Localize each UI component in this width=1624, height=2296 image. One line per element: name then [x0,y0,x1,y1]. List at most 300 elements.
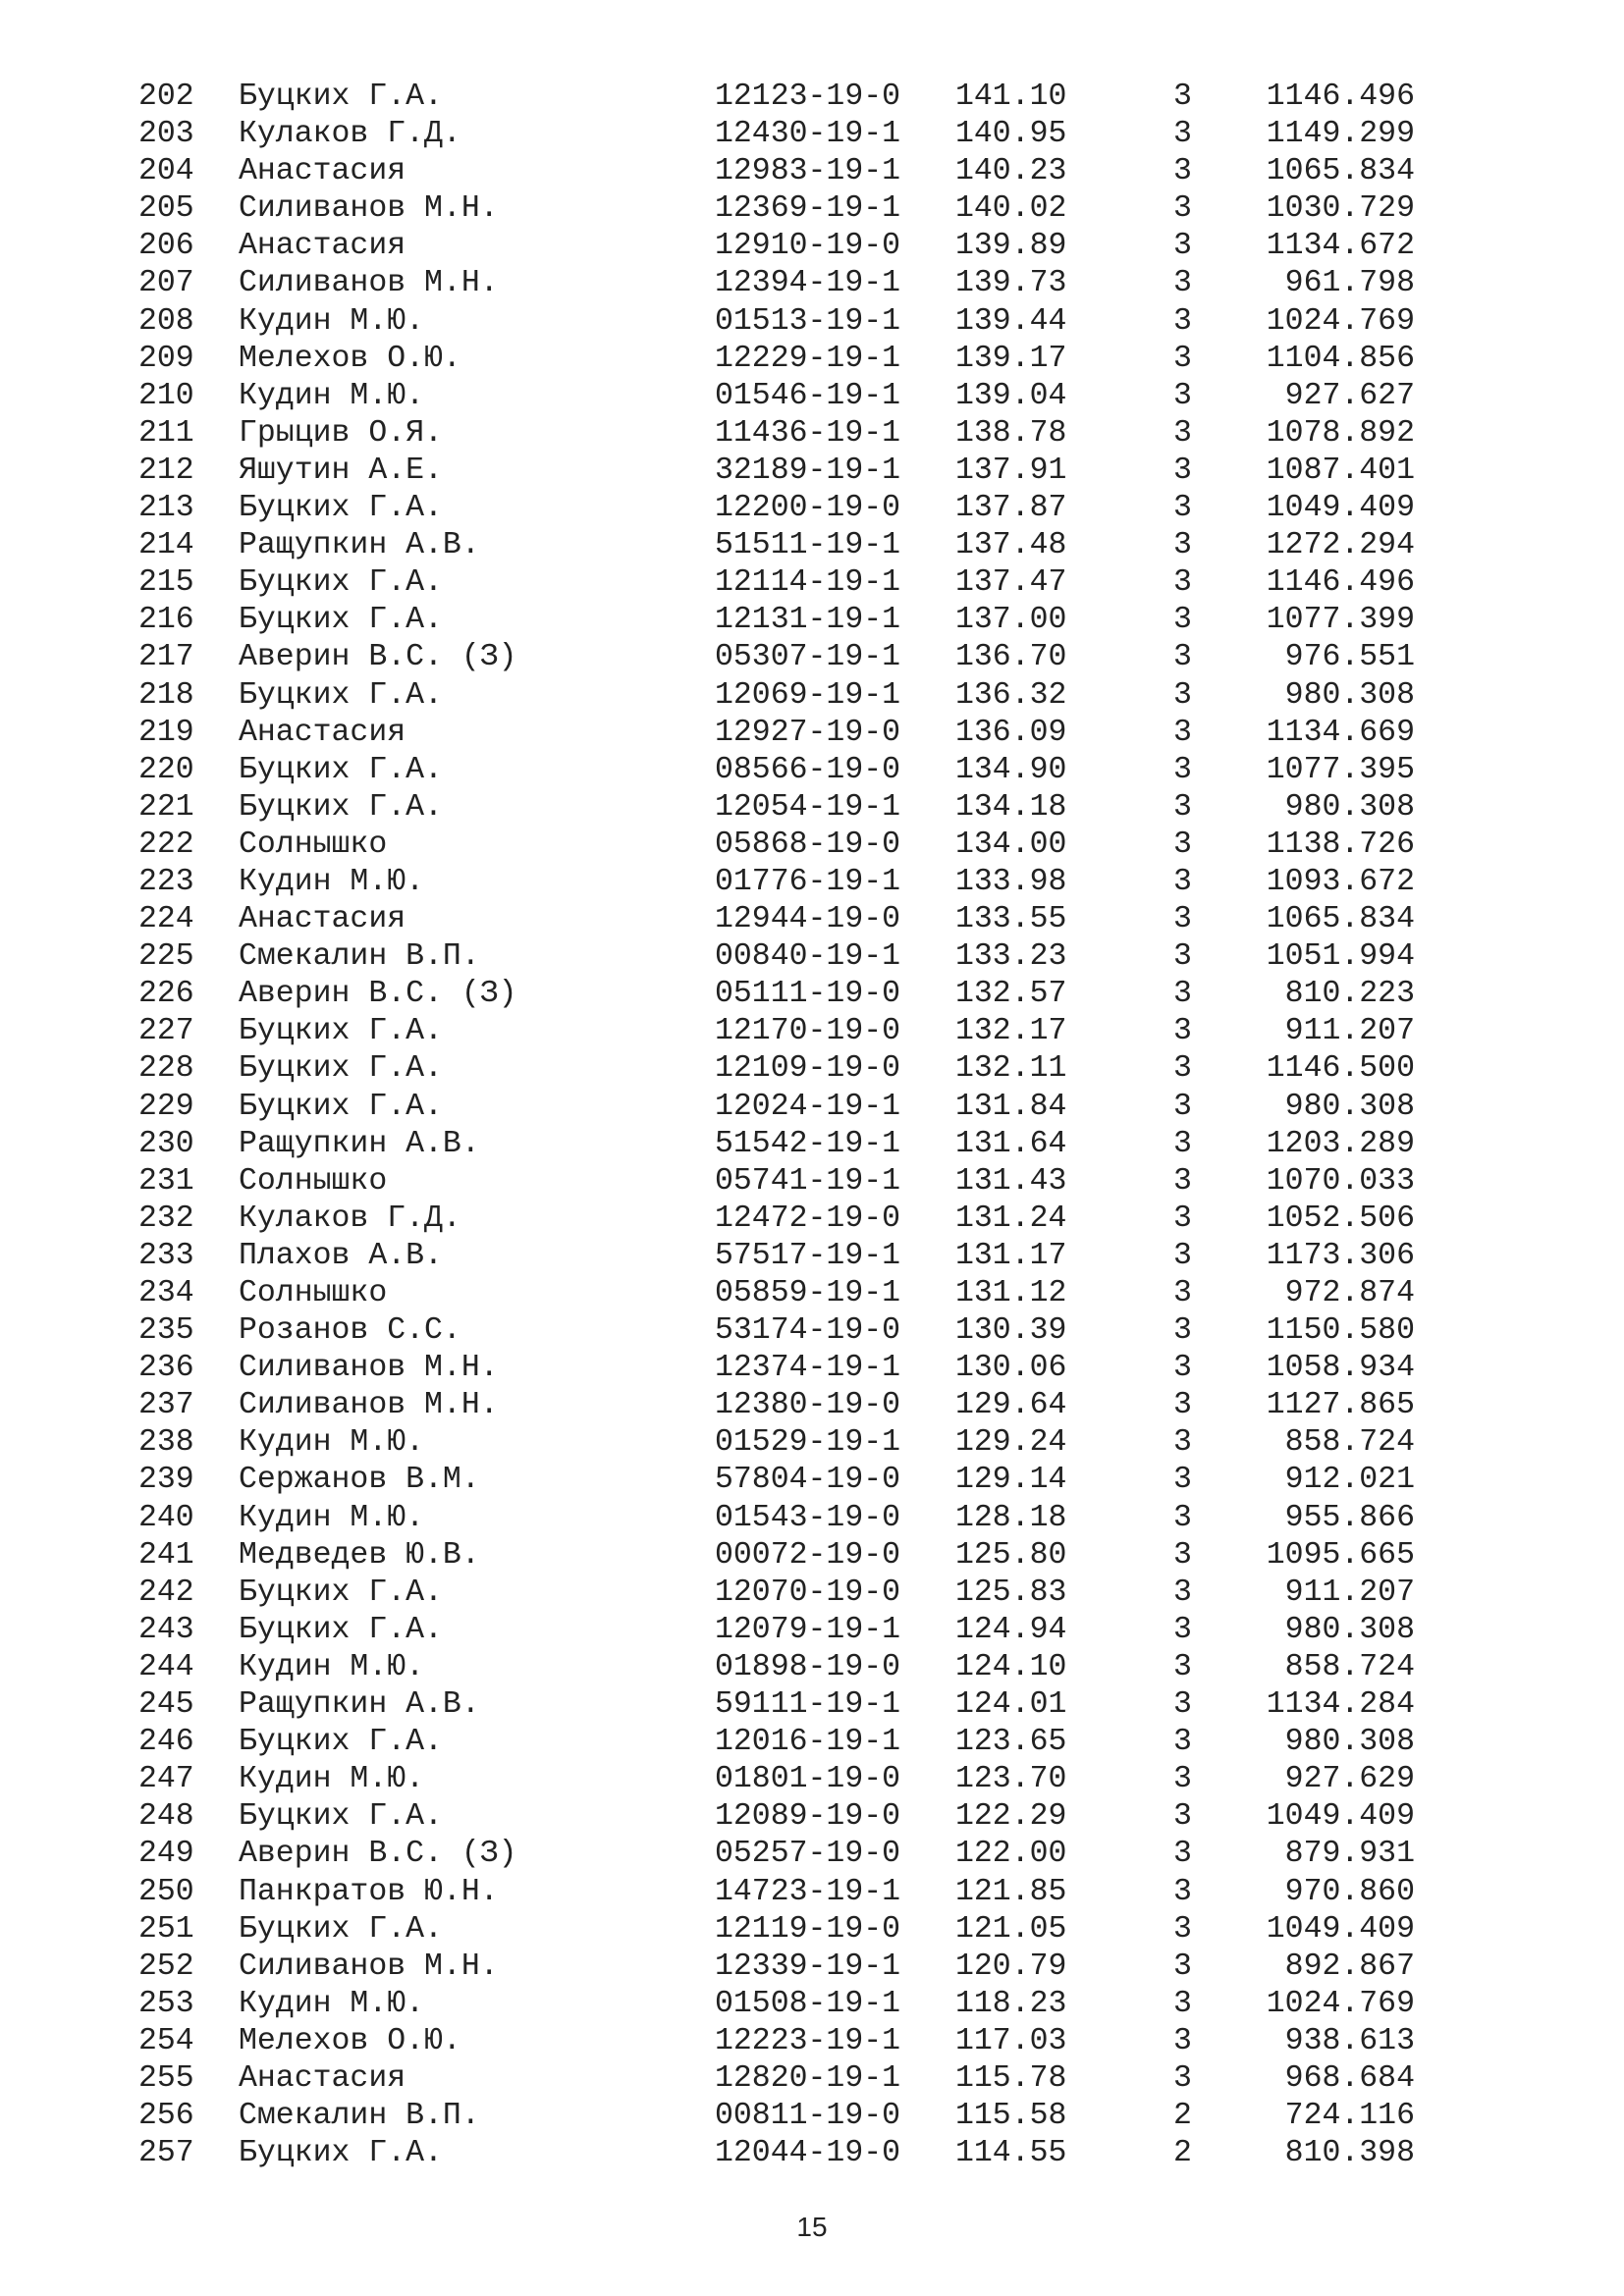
score-value: 114.55 [955,2136,1067,2171]
total-value: 980.308 [1284,1725,1415,1760]
ring-code: 12944-19-0 [715,902,901,937]
participant-name: Кулаков Г.Д. [239,1201,461,1236]
ring-code: 05859-19-1 [715,1276,901,1310]
table-row [138,602,1415,639]
score-value: 139.73 [955,266,1067,301]
participant-name: Кудин М.Ю. [239,378,425,413]
ring-code: 12079-19-1 [715,1612,901,1647]
score-value: 120.79 [955,1949,1067,1984]
participant-name: Кудин М.Ю. [239,1986,425,2021]
total-value: 912.021 [1284,1463,1415,1498]
row-number: 221 [138,789,194,825]
row-number: 228 [138,1051,194,1087]
total-value: 1065.834 [1266,154,1415,189]
class-value: 3 [1173,191,1192,227]
score-value: 132.57 [955,977,1067,1012]
participant-name: Медведев Ю.В. [239,1537,480,1573]
participant-name: Смекалин В.П. [239,939,480,975]
total-value: 1149.299 [1266,117,1415,152]
class-value: 3 [1173,1986,1192,2021]
class-value: 2 [1173,2099,1192,2134]
table-row [138,864,1415,901]
class-value: 3 [1173,2060,1192,2096]
participant-name: Яшутин А.Е. [239,453,443,488]
score-value: 139.04 [955,378,1067,413]
table-row [138,1126,1415,1163]
class-value: 3 [1173,677,1192,713]
participant-name: Анастасия [239,2060,406,2096]
score-value: 115.78 [955,2060,1067,2096]
ring-code: 12380-19-0 [715,1388,901,1423]
row-number: 257 [138,2136,194,2171]
score-value: 125.80 [955,1537,1067,1573]
table-row [138,1238,1415,1275]
ring-code: 01543-19-0 [715,1500,901,1535]
participant-name: Буцких Г.А. [239,1725,443,1760]
score-value: 129.64 [955,1388,1067,1423]
ring-code: 12339-19-1 [715,1949,901,1984]
score-value: 121.85 [955,1874,1067,1909]
row-number: 254 [138,2023,194,2058]
participant-name: Мелехов О.Ю. [239,341,461,376]
ring-code: 51542-19-1 [715,1126,901,1161]
participant-name: Буцких Г.А. [239,603,443,638]
class-value: 3 [1173,378,1192,413]
row-number: 244 [138,1649,194,1684]
table-row [138,1724,1415,1761]
row-number: 245 [138,1687,194,1723]
row-number: 208 [138,303,194,339]
total-value: 980.308 [1284,1612,1415,1647]
table-row [138,153,1415,190]
row-number: 236 [138,1351,194,1386]
ring-code: 05741-19-1 [715,1163,901,1199]
table-row [138,2023,1415,2060]
total-value: 927.627 [1284,378,1415,413]
table-row [138,938,1415,976]
total-value: 1078.892 [1266,415,1415,451]
table-row [138,2135,1415,2172]
row-number: 256 [138,2099,194,2134]
score-value: 123.65 [955,1725,1067,1760]
participant-name: Кудин М.Ю. [239,1762,425,1797]
score-value: 137.00 [955,603,1067,638]
class-value: 3 [1173,528,1192,563]
class-value: 3 [1173,1537,1192,1573]
class-value: 3 [1173,1089,1192,1124]
table-row [138,265,1415,302]
participant-name: Аверин В.С. (З) [239,640,517,675]
table-row [138,1424,1415,1462]
ring-code: 11436-19-1 [715,415,901,451]
participant-name: Силиванов М.Н. [239,1949,499,1984]
participant-name: Кудин М.Ю. [239,1649,425,1684]
score-value: 139.17 [955,341,1067,376]
table-row [138,1874,1415,1911]
table-row [138,453,1415,490]
table-row [138,1949,1415,1986]
row-number: 212 [138,453,194,488]
row-number: 249 [138,1837,194,1872]
score-value: 124.94 [955,1612,1067,1647]
total-value: 1049.409 [1266,491,1415,526]
participant-name: Солнышко [239,827,388,862]
class-value: 3 [1173,1500,1192,1535]
score-value: 133.55 [955,902,1067,937]
score-value: 131.84 [955,1089,1067,1124]
total-value: 1093.672 [1266,864,1415,899]
participant-name: Аверин В.С. (З) [239,1837,517,1872]
total-value: 858.724 [1284,1425,1415,1461]
row-number: 248 [138,1799,194,1835]
ring-code: 08566-19-0 [715,752,901,787]
ring-code: 12927-19-0 [715,715,901,750]
ring-code: 53174-19-0 [715,1313,901,1349]
class-value: 3 [1173,1575,1192,1610]
ring-code: 57517-19-1 [715,1238,901,1273]
table-row [138,1050,1415,1088]
ring-code: 12054-19-1 [715,789,901,825]
participant-name: Буцких Г.А. [239,789,443,825]
ring-code: 05257-19-0 [715,1837,901,1872]
participant-name: Буцких Г.А. [239,491,443,526]
table-row [138,527,1415,564]
total-value: 1051.994 [1266,939,1415,975]
score-value: 137.47 [955,565,1067,601]
score-value: 129.14 [955,1463,1067,1498]
class-value: 3 [1173,1612,1192,1647]
row-number: 209 [138,341,194,376]
class-value: 3 [1173,565,1192,601]
score-value: 136.70 [955,640,1067,675]
results-table [138,79,1415,2172]
participant-name: Розанов С.С. [239,1313,461,1349]
row-number: 255 [138,2060,194,2096]
score-value: 115.58 [955,2099,1067,2134]
score-value: 122.29 [955,1799,1067,1835]
score-value: 118.23 [955,1986,1067,2021]
table-row [138,639,1415,676]
ring-code: 01898-19-0 [715,1649,901,1684]
row-number: 234 [138,1276,194,1310]
row-number: 242 [138,1575,194,1610]
row-number: 250 [138,1874,194,1909]
table-row [138,901,1415,938]
class-value: 3 [1173,939,1192,975]
table-row [138,1836,1415,1873]
total-value: 980.308 [1284,789,1415,825]
ring-code: 12200-19-0 [715,491,901,526]
total-value: 1134.284 [1266,1687,1415,1723]
total-value: 972.874 [1284,1276,1415,1310]
ring-code: 12114-19-1 [715,565,901,601]
participant-name: Буцких Г.А. [239,1799,443,1835]
table-row [138,341,1415,378]
table-row [138,1163,1415,1201]
participant-name: Буцких Г.А. [239,565,443,601]
participant-name: Силиванов М.Н. [239,1351,499,1386]
class-value: 3 [1173,1201,1192,1236]
table-row [138,378,1415,415]
score-value: 129.24 [955,1425,1067,1461]
total-value: 1065.834 [1266,902,1415,937]
class-value: 3 [1173,1238,1192,1273]
score-value: 134.90 [955,752,1067,787]
row-number: 240 [138,1500,194,1535]
class-value: 3 [1173,1051,1192,1087]
class-value: 3 [1173,1949,1192,1984]
table-row [138,1275,1415,1312]
score-value: 133.98 [955,864,1067,899]
class-value: 3 [1173,415,1192,451]
total-value: 1104.856 [1266,341,1415,376]
participant-name: Плахов А.В. [239,1238,443,1273]
ring-code: 12983-19-1 [715,154,901,189]
ring-code: 12229-19-1 [715,341,901,376]
table-row [138,1089,1415,1126]
ring-code: 01513-19-1 [715,303,901,339]
row-number: 233 [138,1238,194,1273]
participant-name: Буцких Г.А. [239,677,443,713]
class-value: 3 [1173,1388,1192,1423]
ring-code: 12119-19-0 [715,1911,901,1947]
class-value: 3 [1173,1351,1192,1386]
participant-name: Силиванов М.Н. [239,1388,499,1423]
ring-code: 12016-19-1 [715,1725,901,1760]
total-value: 879.931 [1284,1837,1415,1872]
ring-code: 00072-19-0 [715,1537,901,1573]
participant-name: Буцких Г.А. [239,1051,443,1087]
participant-name: Анастасия [239,715,406,750]
score-value: 124.01 [955,1687,1067,1723]
score-value: 131.64 [955,1126,1067,1161]
participant-name: Аверин В.С. (З) [239,977,517,1012]
class-value: 3 [1173,1126,1192,1161]
score-value: 137.48 [955,528,1067,563]
ring-code: 12069-19-1 [715,677,901,713]
table-row [138,677,1415,715]
row-number: 219 [138,715,194,750]
total-value: 1203.289 [1266,1126,1415,1161]
row-number: 237 [138,1388,194,1423]
ring-code: 05111-19-0 [715,977,901,1012]
participant-name: Мелехов О.Ю. [239,2023,461,2058]
class-value: 3 [1173,1463,1192,1498]
total-value: 1146.496 [1266,565,1415,601]
score-value: 137.91 [955,453,1067,488]
ring-code: 12374-19-1 [715,1351,901,1386]
row-number: 213 [138,491,194,526]
table-row [138,827,1415,864]
row-number: 206 [138,229,194,264]
ring-code: 12369-19-1 [715,191,901,227]
table-row [138,116,1415,153]
row-number: 211 [138,415,194,451]
table-row [138,1649,1415,1686]
class-value: 3 [1173,603,1192,638]
table-row [138,1798,1415,1836]
score-value: 140.02 [955,191,1067,227]
participant-name: Буцких Г.А. [239,1014,443,1049]
total-value: 961.798 [1284,266,1415,301]
class-value: 3 [1173,1649,1192,1684]
ring-code: 12109-19-0 [715,1051,901,1087]
participant-name: Буцких Г.А. [239,2136,443,2171]
total-value: 976.551 [1284,640,1415,675]
row-number: 214 [138,528,194,563]
row-number: 230 [138,1126,194,1161]
total-value: 1024.769 [1266,303,1415,339]
score-value: 122.00 [955,1837,1067,1872]
ring-code: 57804-19-0 [715,1463,901,1498]
score-value: 140.23 [955,154,1067,189]
score-value: 137.87 [955,491,1067,526]
row-number: 253 [138,1986,194,2021]
total-value: 1058.934 [1266,1351,1415,1386]
ring-code: 12044-19-0 [715,2136,901,2171]
ring-code: 12820-19-1 [715,2060,901,2096]
table-row [138,1462,1415,1499]
ring-code: 12472-19-0 [715,1201,901,1236]
table-row [138,2060,1415,2098]
total-value: 1272.294 [1266,528,1415,563]
participant-name: Буцких Г.А. [239,752,443,787]
class-value: 3 [1173,491,1192,526]
score-value: 117.03 [955,2023,1067,2058]
total-value: 938.613 [1284,2023,1415,2058]
ring-code: 12430-19-1 [715,117,901,152]
table-row [138,490,1415,527]
participant-name: Буцких Г.А. [239,1612,443,1647]
participant-name: Анастасия [239,154,406,189]
ring-code: 32189-19-1 [715,453,901,488]
class-value: 3 [1173,640,1192,675]
total-value: 980.308 [1284,1089,1415,1124]
score-value: 131.12 [955,1276,1067,1310]
table-row [138,228,1415,265]
total-value: 1134.669 [1266,715,1415,750]
ring-code: 14723-19-1 [715,1874,901,1909]
participant-name: Анастасия [239,229,406,264]
ring-code: 59111-19-1 [715,1687,901,1723]
ring-code: 01801-19-0 [715,1762,901,1797]
table-row [138,1761,1415,1798]
row-number: 204 [138,154,194,189]
table-row [138,1013,1415,1050]
table-row [138,1911,1415,1949]
participant-name: Анастасия [239,902,406,937]
table-row [138,752,1415,789]
score-value: 131.17 [955,1238,1067,1273]
total-value: 968.684 [1284,2060,1415,2096]
table-row [138,303,1415,341]
score-value: 130.06 [955,1351,1067,1386]
class-value: 3 [1173,1799,1192,1835]
class-value: 3 [1173,1425,1192,1461]
row-number: 232 [138,1201,194,1236]
total-value: 927.629 [1284,1762,1415,1797]
participant-name: Ращупкин А.В. [239,1687,480,1723]
score-value: 132.17 [955,1014,1067,1049]
table-row [138,789,1415,827]
score-value: 133.23 [955,939,1067,975]
score-value: 132.11 [955,1051,1067,1087]
score-value: 130.39 [955,1313,1067,1349]
table-row [138,415,1415,453]
total-value: 1052.506 [1266,1201,1415,1236]
ring-code: 00811-19-0 [715,2099,901,2134]
class-value: 3 [1173,864,1192,899]
total-value: 1095.665 [1266,1537,1415,1573]
ring-code: 01508-19-1 [715,1986,901,2021]
participant-name: Кудин М.Ю. [239,1425,425,1461]
class-value: 3 [1173,453,1192,488]
ring-code: 01529-19-1 [715,1425,901,1461]
score-value: 134.00 [955,827,1067,862]
row-number: 216 [138,603,194,638]
class-value: 3 [1173,1911,1192,1947]
ring-code: 05307-19-1 [715,640,901,675]
total-value: 980.308 [1284,677,1415,713]
total-value: 724.116 [1284,2099,1415,2134]
row-number: 220 [138,752,194,787]
participant-name: Буцких Г.А. [239,1911,443,1947]
table-row [138,1686,1415,1724]
participant-name: Кудин М.Ю. [239,1500,425,1535]
row-number: 222 [138,827,194,862]
row-number: 224 [138,902,194,937]
score-value: 123.70 [955,1762,1067,1797]
row-number: 217 [138,640,194,675]
total-value: 955.866 [1284,1500,1415,1535]
table-row [138,1350,1415,1387]
row-number: 238 [138,1425,194,1461]
participant-name: Буцких Г.А. [239,1089,443,1124]
total-value: 1134.672 [1266,229,1415,264]
class-value: 3 [1173,154,1192,189]
page-number: 15 [796,2212,828,2242]
row-number: 202 [138,80,194,114]
class-value: 3 [1173,117,1192,152]
row-number: 225 [138,939,194,975]
score-value: 136.32 [955,677,1067,713]
participant-name: Буцких Г.А. [239,80,443,114]
ring-code: 01776-19-1 [715,864,901,899]
row-number: 210 [138,378,194,413]
ring-code: 51511-19-1 [715,528,901,563]
ring-code: 12024-19-1 [715,1089,901,1124]
table-row [138,1575,1415,1612]
score-value: 128.18 [955,1500,1067,1535]
score-value: 121.05 [955,1911,1067,1947]
row-number: 251 [138,1911,194,1947]
participant-name: Кудин М.Ю. [239,864,425,899]
class-value: 3 [1173,1725,1192,1760]
ring-code: 12070-19-0 [715,1575,901,1610]
class-value: 3 [1173,1687,1192,1723]
total-value: 1077.399 [1266,603,1415,638]
score-value: 125.83 [955,1575,1067,1610]
score-value: 131.24 [955,1201,1067,1236]
total-value: 970.860 [1284,1874,1415,1909]
score-value: 140.95 [955,117,1067,152]
row-number: 247 [138,1762,194,1797]
class-value: 3 [1173,1163,1192,1199]
table-row [138,1500,1415,1537]
class-value: 3 [1173,80,1192,114]
score-value: 136.09 [955,715,1067,750]
class-value: 3 [1173,2023,1192,2058]
